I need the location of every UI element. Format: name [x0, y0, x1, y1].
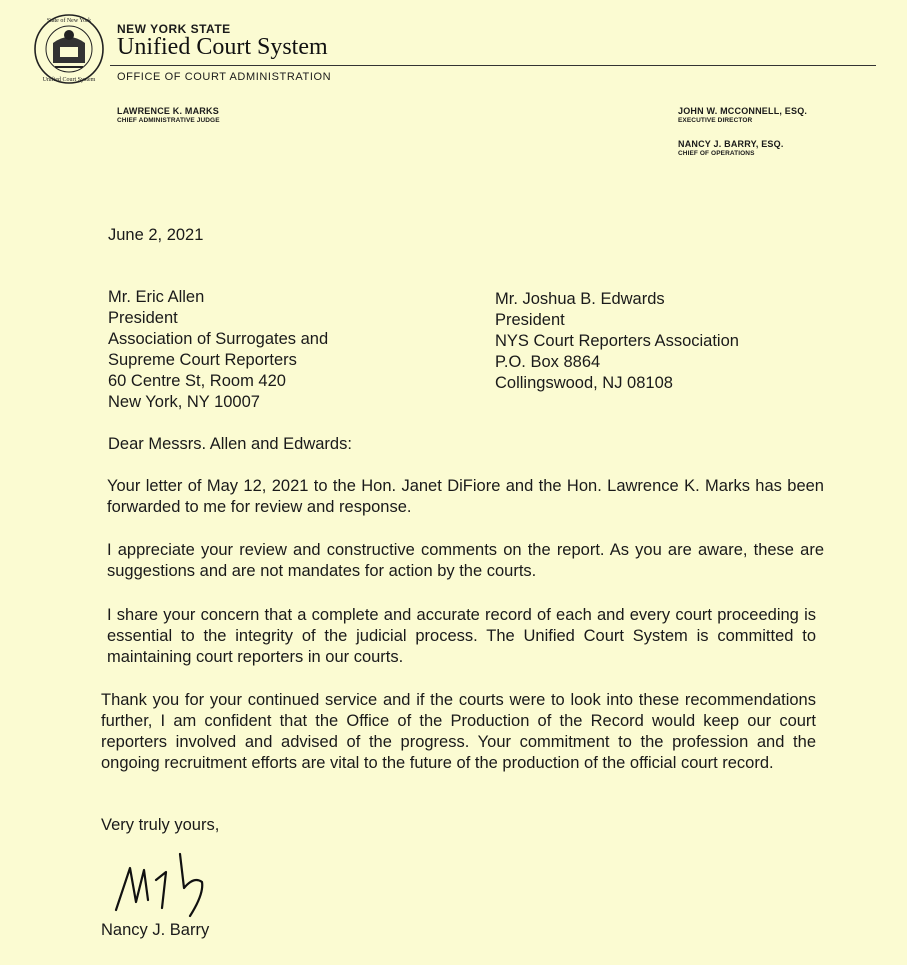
official-name: LAWRENCE K. MARKS — [117, 106, 219, 116]
body-paragraph: I appreciate your review and constructive comments on the report. As you are aware, these are suggestions and are not mandates for action by the courts. — [107, 541, 824, 580]
address-line: President — [108, 309, 178, 327]
recipient-right-address — [495, 289, 739, 394]
official-name: NANCY J. BARRY, ESQ. — [678, 139, 784, 149]
official-title: CHIEF OF OPERATIONS — [678, 150, 755, 157]
address-line: Collingswood, NJ 08108 — [495, 374, 673, 392]
address-line: New York, NY 10007 — [108, 393, 260, 411]
official-name: JOHN W. MCCONNELL, ESQ. — [678, 106, 808, 116]
address-line: 60 Centre St, Room 420 — [108, 372, 286, 390]
letterhead-divider — [110, 65, 876, 66]
address-line: Association of Surrogates and — [108, 330, 329, 348]
svg-text:Unified Court System: Unified Court System — [42, 77, 96, 83]
official-title: EXECUTIVE DIRECTOR — [678, 117, 753, 124]
official-right-1 — [678, 106, 807, 124]
address-line: NYS Court Reporters Association — [495, 332, 739, 350]
closing: Very truly yours, — [101, 816, 220, 834]
official-left — [117, 106, 220, 124]
court-seal-icon — [33, 13, 105, 85]
address-line: P.O. Box 8864 — [495, 353, 601, 371]
letter-date: June 2, 2021 — [108, 226, 204, 244]
body-paragraph: Thank you for your continued service and if the courts were to look into these recommendations further, I am confident that the Office of the Production of the Record would keep our court reporters involved and advised of the progress. Your commitment to the profession and the ongoing recruitment efforts are vital to the future of the production of the official court record. — [101, 691, 816, 772]
svg-text:State of New York: State of New York — [46, 18, 92, 24]
address-line: Mr. Joshua B. Edwards — [495, 290, 665, 308]
signer-name: Nancy J. Barry — [101, 921, 210, 939]
recipient-left-address — [108, 287, 328, 413]
body-paragraph: Your letter of May 12, 2021 to the Hon. Janet DiFiore and the Hon. Lawrence K. Marks has been forwarded to me for review and response. — [107, 477, 824, 516]
letterhead-office: OFFICE OF COURT ADMINISTRATION — [117, 71, 332, 83]
address-line: Mr. Eric Allen — [108, 288, 205, 306]
salutation: Dear Messrs. Allen and Edwards: — [108, 435, 352, 453]
official-right-2 — [678, 139, 784, 157]
letterhead-state: NEW YORK STATE — [117, 22, 231, 36]
official-title: CHIEF ADMINISTRATIVE JUDGE — [117, 117, 220, 124]
handwritten-signature — [108, 850, 228, 920]
address-line: President — [495, 311, 565, 329]
body-paragraph: I share your concern that a complete and accurate record of each and every court proceeding is essential to the integrity of the judicial process. The Unified Court System is committed to maintaining court reporters in our courts. — [107, 606, 816, 666]
letterhead-system-name: Unified Court System — [117, 34, 328, 60]
address-line: Supreme Court Reporters — [108, 351, 297, 369]
